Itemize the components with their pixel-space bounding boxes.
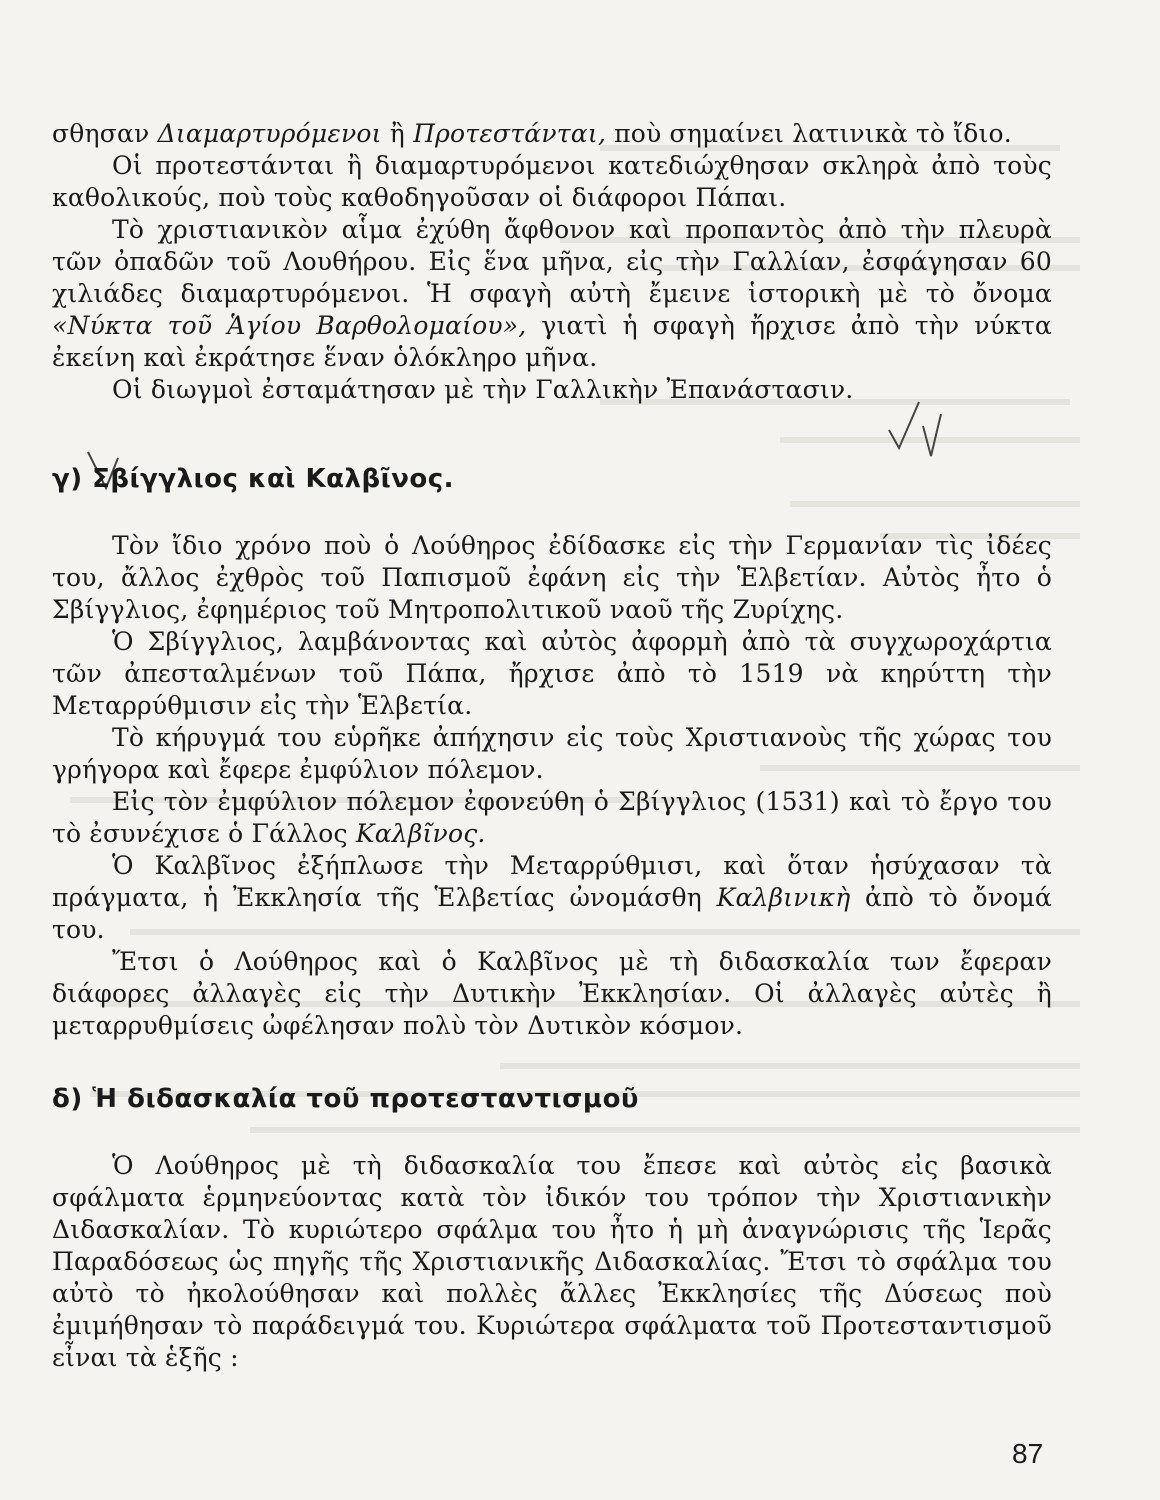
paragraph-2: Ὁ Σβίγγλιος, λαμβάνοντας καὶ αὐτὸς ἀφορμὴ ἀπὸ τὰ συγχωροχάρτια τῶν ἀπεσταλμένων τοῦ Πάπα, ἤρχισε ἀπὸ τὸ 1519 νὰ κηρύττη τὴν Μεταρρύθμισιν εἰς τὴν Ἑλβετία. xyxy=(52,627,1052,720)
italic-term: Καλβινικὴ xyxy=(716,883,851,912)
text-run: ποὺ σημαίνει λατινικὰ τὸ ἴδιο. xyxy=(605,119,1012,148)
italic-term: Διαμαρτυρόμενοι xyxy=(157,119,382,148)
paragraph-5 xyxy=(52,850,1052,946)
section-heading-d: δ) Ἡ διδασκαλία τοῦ προτεσταντισμοῦ xyxy=(52,1084,639,1114)
paragraph-2: Οἱ προτεστάνται ἢ διαμαρτυρόμενοι κατεδιώχθησαν σκληρὰ ἀπὸ τοὺς καθολικούς, ποὺ τοὺς καθοδηγοῦσαν οἱ διάφοροι Πάπαι. xyxy=(52,151,1052,212)
section-protestants-text xyxy=(52,118,1052,406)
text-run: σθησαν xyxy=(52,119,158,148)
italic-term: Καλβῖνος. xyxy=(355,819,486,848)
italic-term: «Νύκτα τοῦ Ἁγίου Βαρθολομαίου», xyxy=(52,311,527,340)
text-run: Ὁ Καλβῖνος ἐξήπλωσε τὴν Μεταρρύθμισι, καὶ ὅταν ἡσύχασαν τὰ πράγματα, ἡ Ἐκκλησία τῆς Ἑλβετίας ὠνομάσθη xyxy=(52,851,1052,912)
text-run: ἢ xyxy=(381,119,414,148)
paragraph-6: Ἔτσι ὁ Λούθηρος καὶ ὁ Καλβῖνος μὲ τὴ διδασκαλία των ἔφεραν διάφορες ἀλλαγὲς εἰς τὴν Δυτικὴν Ἐκκλησίαν. Οἱ ἀλλαγὲς αὐτὲς ἢ μεταρρυθμίσεις ὠφέλησαν πολὺ τὸν Δυτικὸν κόσμον. xyxy=(52,947,1052,1040)
section-zwingli-calvin-text xyxy=(52,530,1052,1042)
paragraph-1: Τὸν ἴδιο χρόνο ποὺ ὁ Λούθηρος ἐδίδασκε εἰς τὴν Γερμανίαν τὶς ἰδέες του, ἄλλος ἐχθρὸς τοῦ Παπισμοῦ ἐφάνη εἰς τὴν Ἑλβετίαν. Αὐτὸς ἦτο ὁ Σβίγγλιος, ἐφημέριος τοῦ Μητροπολιτικοῦ ναοῦ τῆς Ζυρίχης. xyxy=(52,531,1052,624)
paragraph-4 xyxy=(52,786,1052,850)
paragraph-3 xyxy=(52,214,1052,374)
text-run: Εἰς τὸν ἐμφύλιον πόλεμον ἐφονεύθη ὁ Σβίγγλιος (1531) καὶ τὸ ἔργο του τὸ ἐσυνέχισε ὁ Γάλλος xyxy=(52,787,1052,848)
paragraph-1 xyxy=(52,118,1052,150)
paragraph-3: Τὸ κήρυγμά του εὑρῆκε ἀπήχησιν εἰς τοὺς Χριστιανοὺς τῆς χώρας του γρήγορα καὶ ἔφερε ἐμφύλιον πόλεμον. xyxy=(52,723,1052,784)
check-mark-icon xyxy=(885,398,945,468)
text-run: γιατὶ ἡ σφαγὴ ἤρχισε ἀπὸ τὴν νύκτα ἐκείνη καὶ ἐκράτησε ἕναν ὁλόκληρο μῆνα. xyxy=(52,311,1053,372)
page-number: 87 xyxy=(1012,1438,1044,1469)
italic-term: Προτεστάνται, xyxy=(413,119,606,148)
section-teaching-text xyxy=(52,1150,1052,1374)
text-run: ἀπὸ τὸ ὄνομά του. xyxy=(52,883,1052,944)
text-run: Τὸ χριστιανικὸν αἷμα ἐχύθη ἄφθονον καὶ προπαντὸς ἀπὸ τὴν πλευρὰ τῶν ὀπαδῶν τοῦ Λουθήρου. Εἰς ἕνα μῆνα, εἰς τὴν Γαλλίαν, ἐσφάγησαν 60 χιλιάδες διαμαρτυρόμενοι. Ἡ σφαγὴ αὐτὴ ἔμεινε ἱστορικὴ μὲ τὸ ὄνομα xyxy=(52,215,1052,308)
paragraph-4: Οἱ διωγμοὶ ἐσταμάτησαν μὲ τὴν Γαλλικὴν Ἐπανάστασιν. xyxy=(112,375,854,404)
paragraph-1: Ὁ Λούθηρος μὲ τὴ διδασκαλία του ἔπεσε καὶ αὐτὸς εἰς βασικὰ σφάλματα ἑρμηνεύοντας κατὰ τὸν ἰδικόν του τρόπον τὴν Χριστιανικὴν Διδασκαλίαν. Τὸ κυριώτερο σφάλμα του ἦτο ἡ μὴ ἀναγνώρισις τῆς Ἱερᾶς Παραδόσεως ὡς πηγῆς τῆς Χριστιανικῆς Διδασκαλίας. Ἔτσι τὸ σφάλμα του αὐτὸ τὸ ἠκολούθησαν καὶ πολλὲς ἄλλες Ἐκκλησίες τῆς Δύσεως ποὺ ἐμιμήθησαν τὸ παράδειγμά του. Κυριώτερα σφάλματα τοῦ Προτεσταντισμοῦ εἶναι τὰ ἑξῆς : xyxy=(52,1151,1052,1372)
section-heading-g: γ) Σβίγγλιος καὶ Καλβῖνος. xyxy=(52,464,455,494)
